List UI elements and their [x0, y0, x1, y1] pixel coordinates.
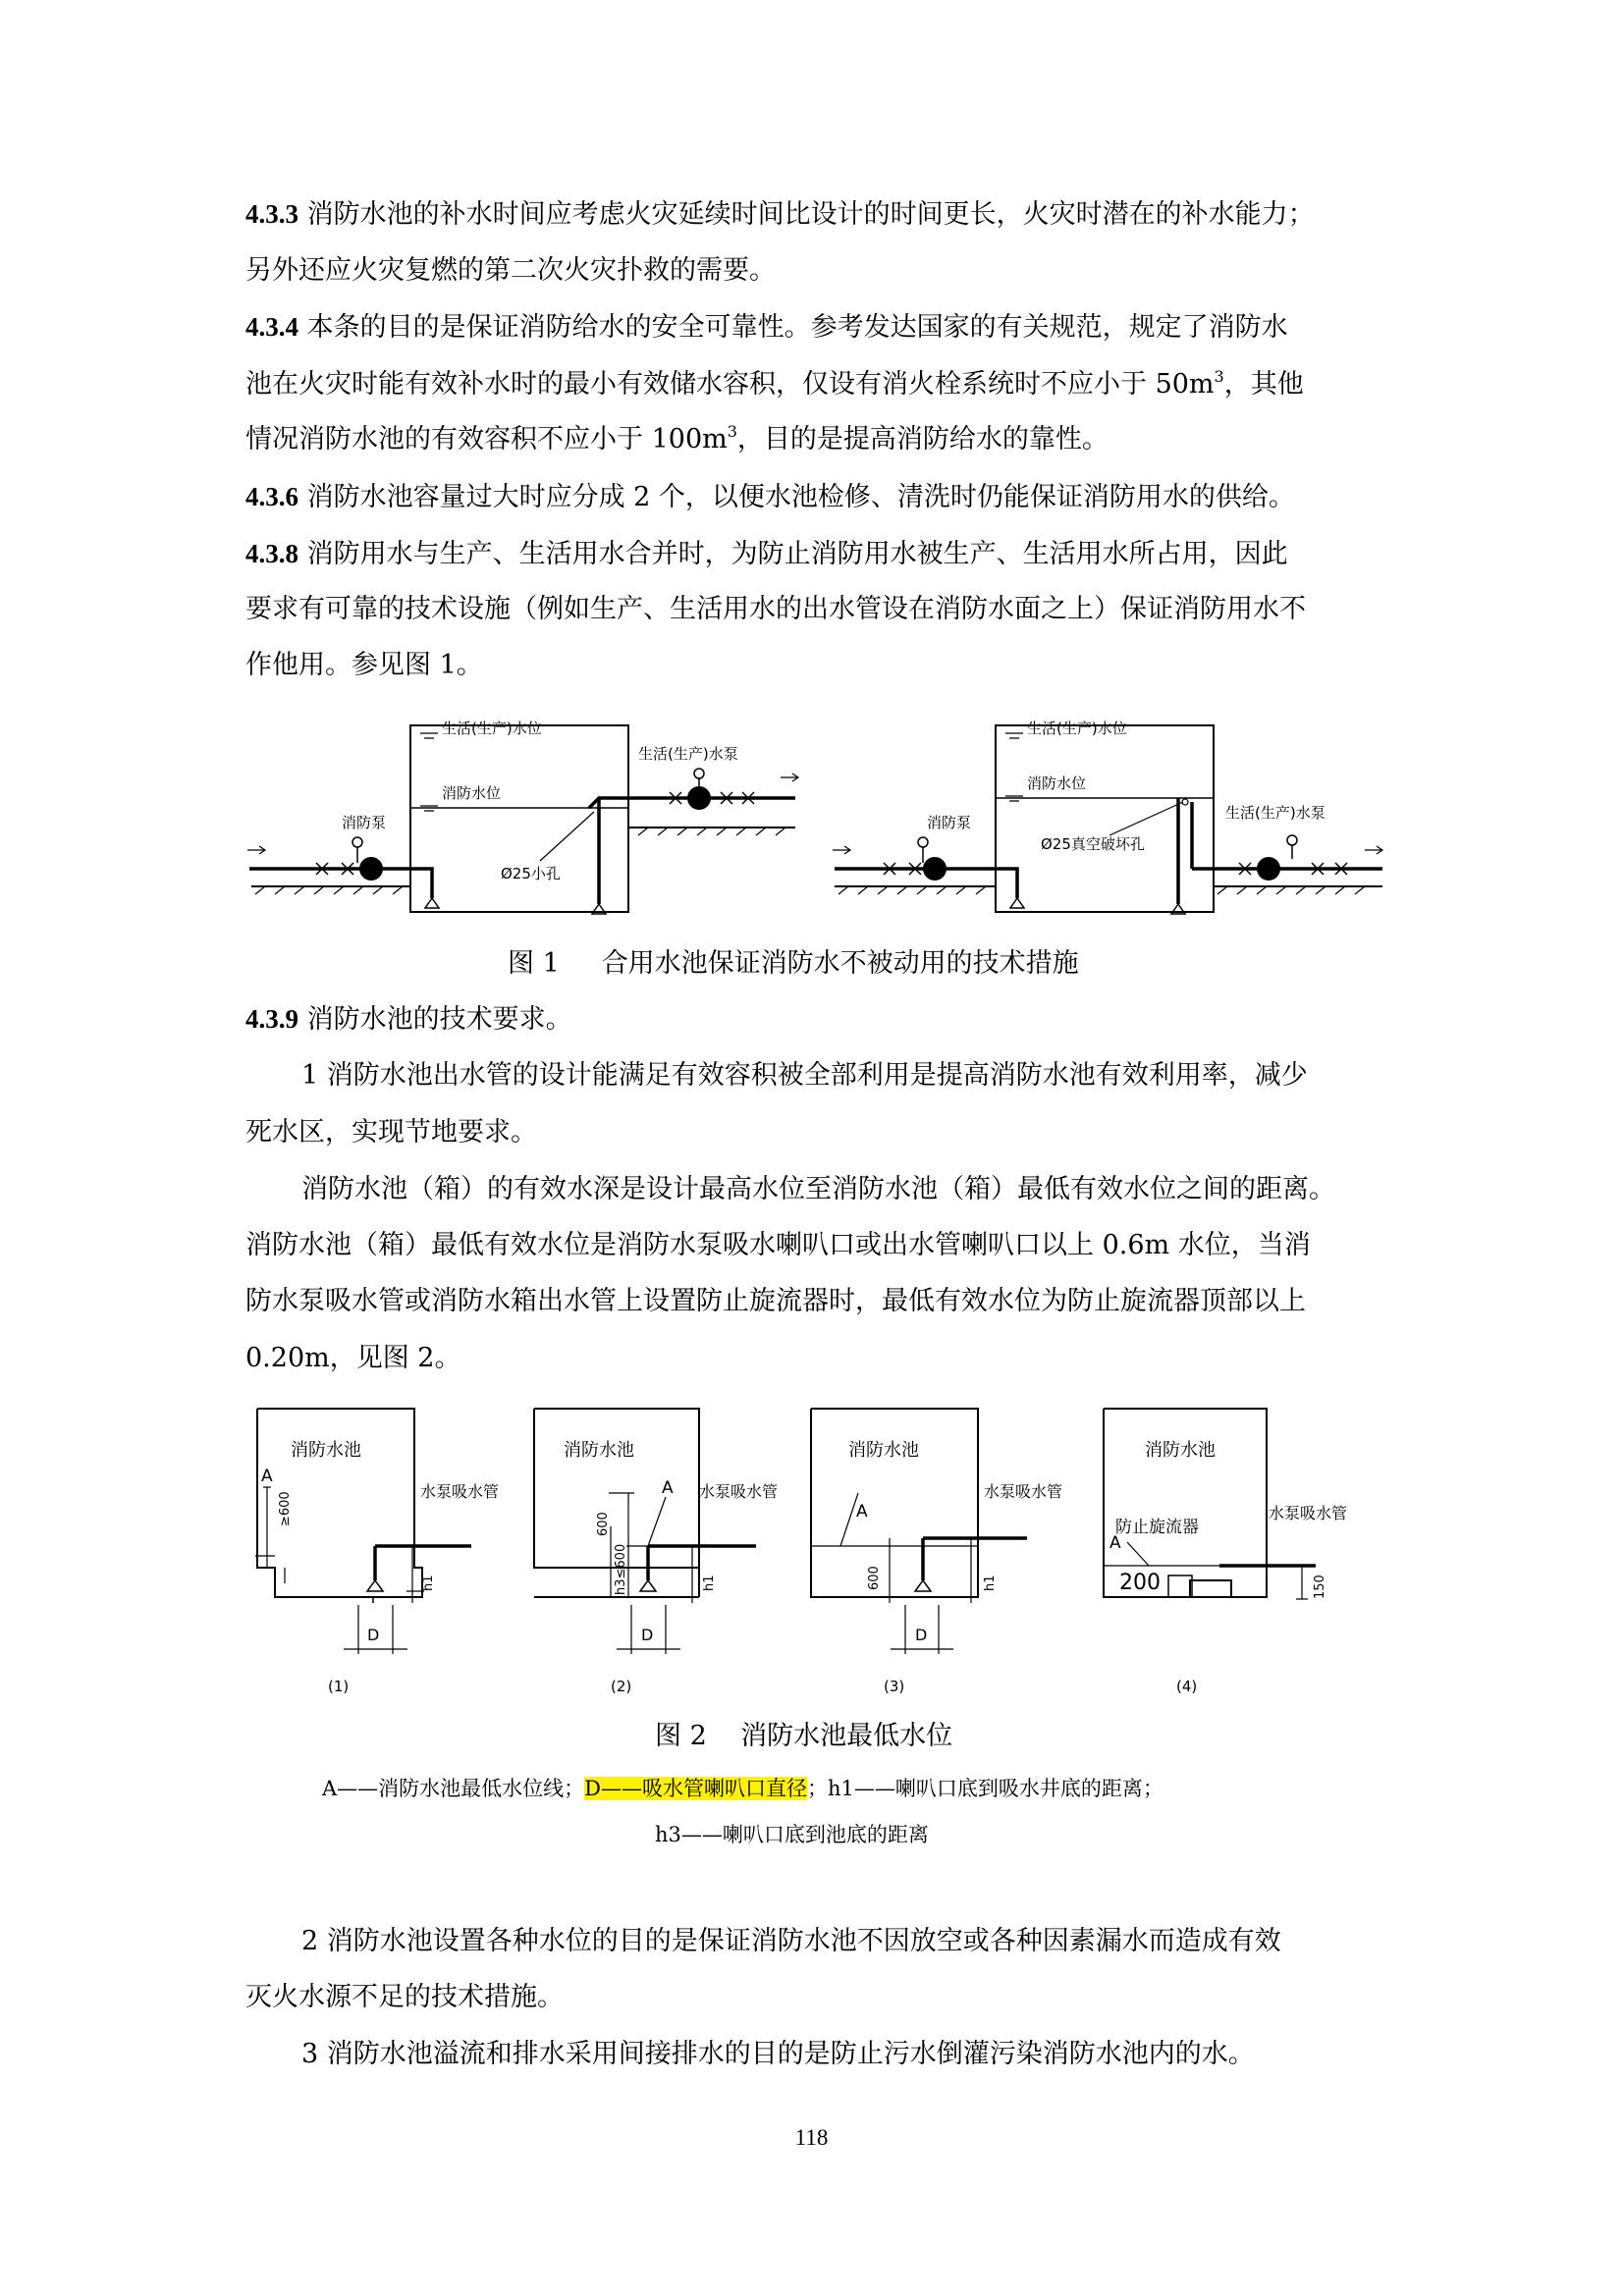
para-2-line-4: 0.20m，见图 2。 [245, 1343, 461, 1373]
panel-1-mark-d: D [367, 1626, 380, 1644]
panel-2-mark-d: D [641, 1626, 654, 1644]
right-domestic-pump-label: 生活(生产)水泵 [1225, 804, 1325, 822]
item-1-line-2: 死水区，实现节地要求。 [245, 1117, 537, 1148]
para-434-text-2b: ，其他 [1223, 369, 1304, 400]
panel-2-label: (2) [611, 1678, 632, 1695]
left-domestic-pump-label: 生活(生产)水泵 [638, 745, 738, 763]
panel-4-label: (4) [1176, 1678, 1198, 1695]
fire-pump-icon [360, 858, 382, 880]
para-434-text-2a: 池在火灾时能有效补水时的最小有效储水容积，仅设有消火栓系统时不应小于 50m [245, 369, 1215, 400]
domestic-pump-icon [1258, 858, 1279, 880]
legend-h1: ；h1——喇叭口底到吸水井底的距离； [807, 1777, 1163, 1800]
panel-2-mark-a: A [662, 1478, 674, 1498]
figure-2-caption [655, 1717, 952, 1756]
figure-2-number: 图 2 [655, 1721, 707, 1751]
right-fire-pump-label: 消防泵 [927, 814, 972, 831]
para-436-text-1: 消防水池容量过大时应分成 2 个，以便水池检修、清洗时仍能保证消防用水的供给。 [306, 482, 1295, 512]
panel-3-pool-label: 消防水池 [848, 1440, 919, 1461]
para-438-line-1 [245, 534, 1384, 574]
section-number-433: 4.3.3 [245, 199, 298, 229]
para-439-text-1: 消防水池的技术要求。 [306, 1004, 572, 1035]
section-number-439: 4.3.9 [245, 1004, 298, 1034]
panel-2-pipe-label: 水泵吸水管 [699, 1482, 779, 1501]
figure-1-title: 合用水池保证消防水不被动用的技术措施 [601, 948, 1079, 979]
para-434-line-1 [245, 307, 1384, 347]
figure-2-legend-line-1 [322, 1774, 1163, 1803]
para-438-line-3: 作他用。参见图 1。 [245, 650, 483, 680]
para-2-line-2: 消防水池（箱）最低有效水位是消防水泵吸水喇叭口或出水管喇叭口以上 0.6m 水位，当消 [245, 1230, 1311, 1260]
panel-3-mark-d: D [915, 1626, 928, 1644]
item-1-line-1: 1 消防水池出水管的设计能满足有效容积被全部利用是提高消防水池有效利用率，减少 [301, 1060, 1308, 1091]
panel-3-mark-a: A [856, 1502, 868, 1522]
panel-4-vortex-label: 防止旋流器 [1115, 1518, 1199, 1537]
panel-4-dim-200: 200 [1119, 1571, 1161, 1595]
para-434-text-3b: ，目的是提高消防给水的靠性。 [736, 424, 1109, 454]
para-2-line-3: 防水泵吸水管或消防水箱出水管上设置防止旋流器时，最低有效水位为防止旋流器顶部以上 [245, 1286, 1306, 1316]
left-domestic-level-label: 生活(生产)水位 [442, 720, 542, 737]
item-2-line-2: 灭火水源不足的技术措施。 [245, 1982, 564, 2012]
para-438-line-2: 要求有可靠的技术设施（例如生产、生活用水的出水管设在消防水面之上）保证消防用水不 [245, 594, 1306, 624]
panel-4-pipe-label: 水泵吸水管 [1269, 1504, 1348, 1522]
legend-d-highlighted: D——吸水管喇叭口直径 [584, 1777, 808, 1800]
figure-2-diagram [245, 1399, 1384, 1703]
para-433-line-1 [245, 194, 1384, 235]
right-hole-label: Ø25真空破坏孔 [1041, 835, 1145, 853]
para-433-text-1: 消防水池的补水时间应考虑火灾延续时间比设计的时间更长，火灾时潜在的补水能力； [306, 199, 1315, 230]
right-tank [996, 725, 1214, 912]
para-434-line-2 [245, 365, 1384, 404]
panel-2-dim-h1: h1 [702, 1575, 717, 1591]
left-tank [410, 725, 628, 912]
left-hole-label: Ø25小孔 [501, 865, 561, 882]
panel-3-label: (3) [884, 1678, 905, 1695]
figure-2-title: 消防水池最低水位 [740, 1721, 953, 1751]
left-fire-pump-label: 消防泵 [342, 814, 387, 831]
right-fire-level-label: 消防水位 [1027, 774, 1087, 792]
para-2-line-1: 消防水池（箱）的有效水深是设计最高水位至消防水池（箱）最低有效水位之间的距离。 [301, 1174, 1335, 1204]
superscript-3: 3 [727, 422, 737, 441]
superscript-3: 3 [1214, 367, 1224, 386]
panel-4-dim-150: 150 [1313, 1575, 1327, 1599]
fire-pump-icon [924, 858, 946, 880]
panel-2-pool-label: 消防水池 [564, 1440, 634, 1461]
item-3-line-1: 3 消防水池溢流和排水采用间接排水的目的是防止污水倒灌污染消防水池内的水。 [301, 2039, 1255, 2069]
panel-1-pipe-label: 水泵吸水管 [420, 1482, 500, 1501]
para-434-text-3a: 情况消防水池的有效容积不应小于 100m [245, 424, 728, 454]
section-number-434: 4.3.4 [245, 312, 298, 342]
right-domestic-level-label: 生活(生产)水位 [1027, 720, 1127, 737]
figure-1-diagram [245, 712, 1384, 939]
section-number-438: 4.3.8 [245, 539, 298, 568]
panel-2-dim-h3: h3≤600 [614, 1543, 628, 1595]
legend-a: A——消防水池最低水位线； [322, 1777, 585, 1800]
panel-4-mark-a: A [1109, 1533, 1121, 1553]
panel-1-label: (1) [328, 1678, 350, 1695]
figure-1-number: 图 1 [508, 948, 560, 979]
panel-4-pool-label: 消防水池 [1145, 1440, 1216, 1461]
page-number: 118 [794, 2125, 829, 2150]
section-number-436: 4.3.6 [245, 482, 298, 511]
para-434-text-1: 本条的目的是保证消防给水的安全可靠性。参考发达国家的有关规范，规定了消防水 [306, 312, 1288, 343]
panel-1-dim-ge600: ≥600 [278, 1491, 293, 1526]
item-2-line-1: 2 消防水池设置各种水位的目的是保证消防水池不因放空或各种因素漏水而造成有效 [301, 1926, 1281, 1956]
panel-1-mark-a: A [261, 1467, 273, 1486]
para-436-line-1 [245, 477, 1384, 517]
panel-3-pipe-label: 水泵吸水管 [984, 1482, 1063, 1501]
panel-1-pool-label: 消防水池 [291, 1440, 361, 1461]
domestic-pump-icon [688, 787, 710, 809]
panel-1-dim-h1: h1 [421, 1575, 436, 1591]
figure-1-caption [508, 944, 1079, 984]
left-fire-level-label: 消防水位 [442, 784, 502, 802]
panel-3-dim-h1: h1 [983, 1575, 998, 1591]
para-433-line-2: 另外还应火灾复燃的第二次火灾扑救的需要。 [245, 255, 776, 286]
panel-3-dim-600: 600 [867, 1566, 882, 1590]
figure-2-legend-line-2: h3——喇叭口底到池底的距离 [655, 1823, 929, 1846]
para-438-text-1: 消防用水与生产、生活用水合并时，为防止消防用水被生产、生活用水所占用，因此 [306, 539, 1288, 569]
para-439-line-1 [245, 999, 1384, 1040]
para-434-line-3 [245, 420, 1384, 459]
panel-2-dim-600: 600 [596, 1512, 611, 1536]
